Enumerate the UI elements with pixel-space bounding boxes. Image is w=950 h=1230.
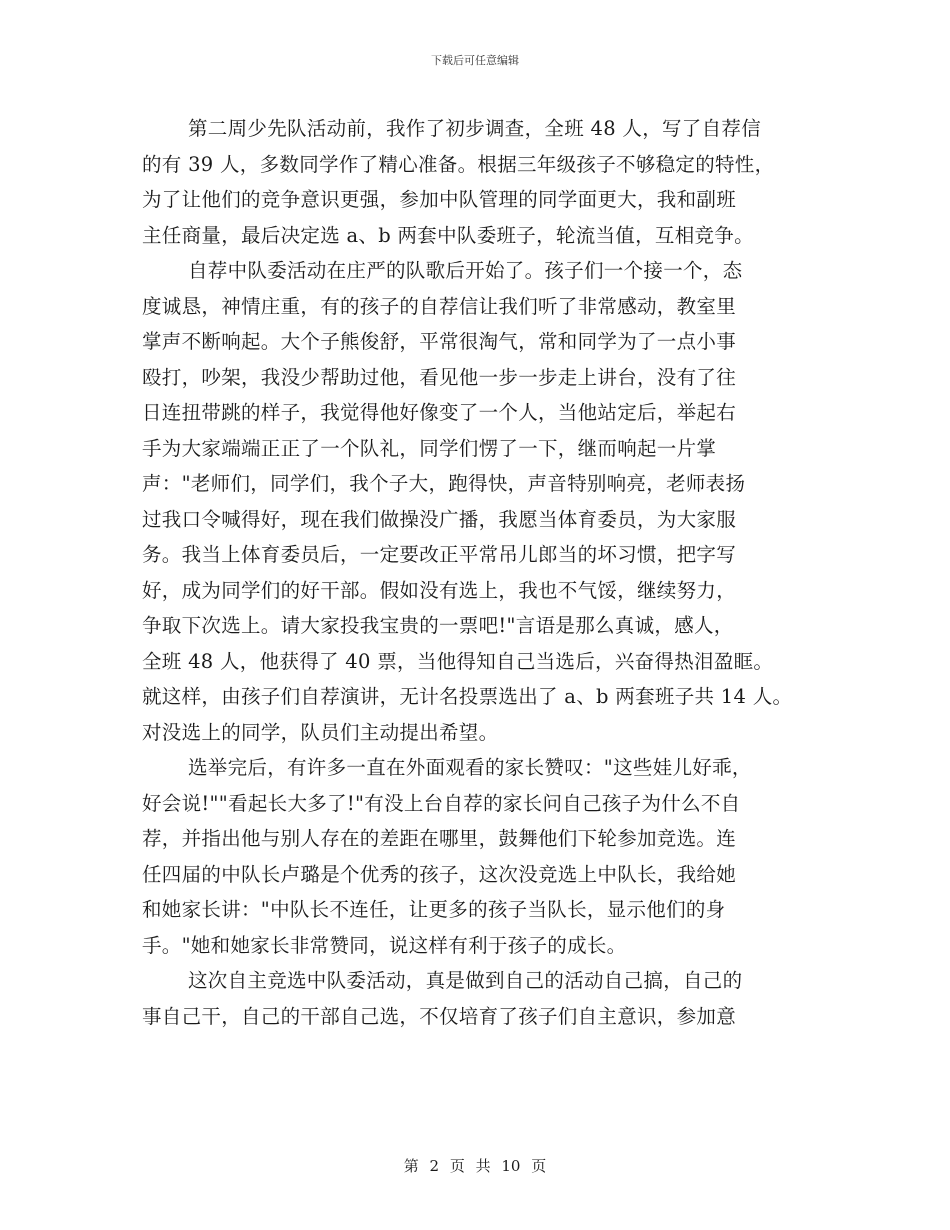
text-line: 手为大家端端正正了一个队礼，同学们愣了一下，继而响起一片掌 [142,436,717,460]
text-line: 这次自主竞选中队委活动，真是做到自己的活动自己搞，自己的 [188,969,743,992]
text-line: 荐，并指出他与别人存在的差距在哪里，鼓舞他们下轮参加竞选。连 [142,827,737,850]
document-body [142,111,832,1034]
text-line: 和她家长讲："中队长不连任，让更多的孩子当队长，显示他们的身 [142,898,726,921]
text-line: 选举完后，有许多一直在外面观看的家长赞叹："这些娃儿好乖， [188,756,752,779]
text-line: 好会说!""看起长大多了!"有没上台自荐的家长问自己孩子为什么不自 [142,791,741,815]
text-line: 殴打，吵架，我没少帮助过他，看见他一步一步走上讲台，没有了往 [142,365,737,389]
text-line: 过我口令喊得好，现在我们做操没广播，我愿当体育委员，为大家服 [142,507,737,531]
text-line: 的有 39 人，多数同学作了精心准备。根据三年级孩子不够稳定的特性， [142,152,775,176]
text-line: 第二周少先队活动前，我作了初步调查，全班 48 人，写了自荐信 [188,117,762,140]
text-line: 手。"她和她家长非常赞同，说这样有利于孩子的成长。 [142,933,627,957]
text-line: 日连扭带跳的样子，我觉得他好像变了一个人，当他站定后，举起右 [142,401,737,424]
page-header: 下载后可任意编辑 [431,54,519,67]
page-number: 第 2 页 共 10 页 [403,1157,547,1175]
text-line: 主任商量，最后决定选 a、b 两套中队委班子，轮流当值，互相竞争。 [142,223,754,247]
text-line: 度诚恳，神情庄重，有的孩子的自荐信让我们听了非常感动，教室里 [142,294,737,318]
text-line: 掌声不断响起。大个子熊俊舒，平常很淘气，常和同学为了一点小事 [142,330,737,353]
text-line: 任四届的中队长卢璐是个优秀的孩子，这次没竞选上中队长，我给她 [142,862,737,886]
text-line: 务。我当上体育委员后，一定要改正平常吊儿郎当的坏习惯，把字写 [142,543,737,566]
text-line: 声："老师们，同学们，我个子大，跑得快，声音特别响亮，老师表扬 [142,472,746,495]
text-line: 全班 48 人，他获得了 40 票，当他得知自己当选后，兴奋得热泪盈眶。 [142,649,774,673]
text-line: 为了让他们的竞争意识更强，参加中队管理的同学面更大，我和副班 [142,188,737,211]
text-line: 事自己干，自己的干部自己选，不仅培育了孩子们自主意识，参加意 [142,1004,737,1028]
text-line: 自荐中队委活动在庄严的队歌后开始了。孩子们一个接一个，态 [188,259,743,282]
text-line: 就这样，由孩子们自荐演讲，无计名投票选出了 a、b 两套班子共 14 人。 [142,685,793,708]
text-line: 好，成为同学们的好干部。假如没有选上，我也不气馁，继续努力， [142,578,737,602]
text-line: 对没选上的同学，队员们主动提出希望。 [142,720,499,744]
text-line: 争取下次选上。请大家投我宝贵的一票吧!"言语是那么真诚，感人， [142,614,734,637]
